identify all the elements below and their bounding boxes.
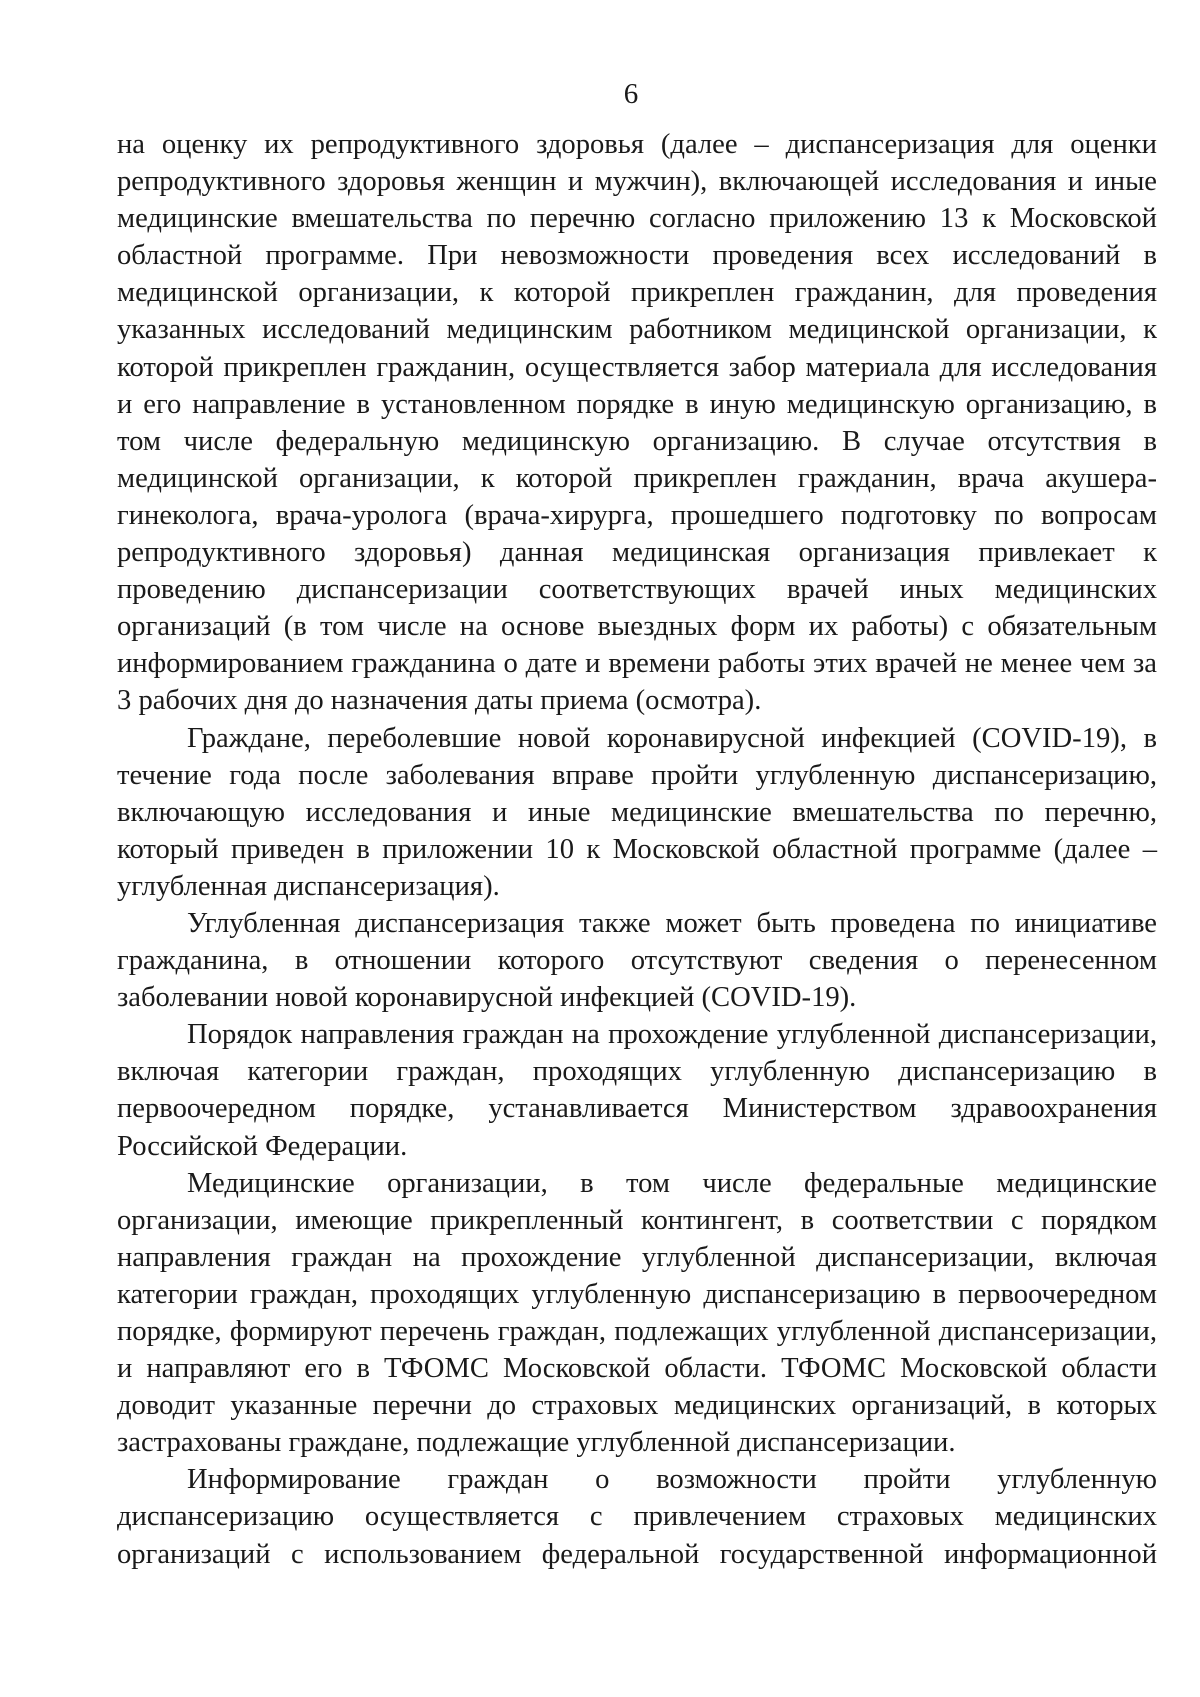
paragraph-covid-recovered: Граждане, переболевшие новой коронавирусной инфекцией (COVID-19), в течение года после заболевания вправе пройти углубленную диспансеризацию, включающую исследования и иные медицинские вмешательства по перечню, который приведен в приложении 10 к Московской областной программе (далее – углубленная диспансеризация). <box>117 722 1157 902</box>
document-body <box>117 126 1157 1573</box>
paragraph-procedure: Порядок направления граждан на прохождение углубленной диспансеризации, включая категории граждан, проходящих углубленную диспансеризацию в первоочередном порядке, устанавливается Министерством здравоохранения Российской Федерации. <box>117 1019 1157 1162</box>
page-number: 6 <box>623 78 639 110</box>
paragraph-continuation: на оценку их репродуктивного здоровья (далее – диспансеризация для оценки репродуктивного здоровья женщин и мужчин), включающей исследования и иные медицинские вмешательства по перечню согласно приложению 13 к Московской областной программе. При невозможности проведения всех исследований в медицинской организации, к которой прикреплен гражданин, для проведения указанных исследований медицинским работником медицинской организации, к которой прикреплен гражданин, осуществляется забор материала для исследования и его направление в установленном порядке в иную медицинскую организацию, в том числе федеральную медицинскую организацию. В случае отсутствия в медицинской организации, к которой прикреплен гражданин, врача акушера-гинеколога, врача-уролога (врача-хирурга, прошедшего подготовку по вопросам репродуктивного здоровья) данная медицинская организация привлекает к проведению диспансеризации соответствующих врачей иных медицинских организаций (в том числе на основе выездных форм их работы) с обязательным информированием гражданина о дате и времени работы этих врачей не менее чем за 3 рабочих дня до назначения даты приема (осмотра). <box>117 129 1157 717</box>
paragraph-initiative: Углубленная диспансеризация также может быть проведена по инициативе гражданина, в отношении которого отсутствуют сведения о перенесенном заболевании новой коронавирусной инфекцией (COVID-19). <box>117 907 1157 1014</box>
paragraph-medical-organizations: Медицинские организации, в том числе федеральные медицинские организации, имеющие прикрепленный контингент, в соответствии с порядком направления граждан на прохождение углубленной диспансеризации, включая категории граждан, проходящих углубленную диспансеризацию в первоочередном порядке, формируют перечень граждан, подлежащих углубленной диспансеризации, и направляют его в ТФОМС Московской области. ТФОМС Московской области доводит указанные перечни до страховых медицинских организаций, в которых застрахованы граждане, подлежащие углубленной диспансеризации. <box>117 1167 1157 1459</box>
paragraph-informing: Информирование граждан о возможности пройти углубленную диспансеризацию осуществляется с привлечением страховых медицинских организаций с использованием федеральной государственной информационной <box>117 1464 1157 1570</box>
